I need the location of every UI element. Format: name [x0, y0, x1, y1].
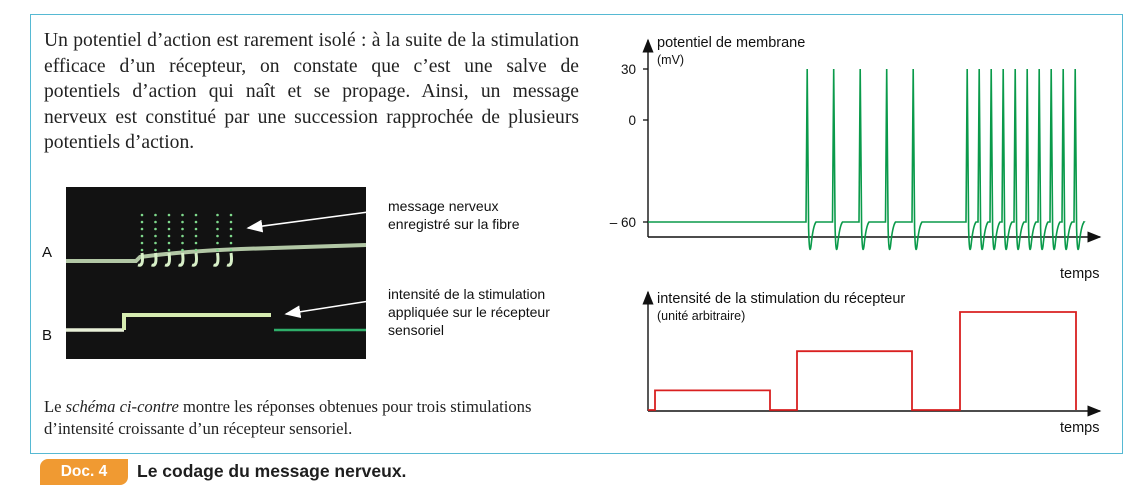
doc-title: Le codage du message nerveux.: [137, 461, 407, 481]
membrane-y-ticks: [610, 62, 648, 230]
trace-b-label: B: [42, 327, 53, 344]
membrane-x-label: temps: [1060, 266, 1100, 282]
outro-before: Le: [44, 397, 66, 416]
trace-a-label: A: [42, 244, 53, 261]
intro-paragraph: Un potentiel d’action est rarement isolé : à la suite de la stimulation efficace d’un récepteur, on constate que c’est une salve de potentiels d’action qui naît et se propage. Ainsi, un message nerveux est constitué par une succession rapprochée de plusieurs potentiels d’action.: [44, 30, 579, 154]
annotation-nerve-message-line2: enregistré sur la fibre: [388, 216, 520, 232]
membrane-tick-label-0: 30: [620, 62, 636, 77]
annotation-nerve-message-line1: message nerveux: [388, 198, 499, 214]
annotation-stimulus-line1: intensité de la stimulation: [388, 286, 546, 302]
outro-after: montre les réponses obtenues pour trois stimulations d’intensité croissante d’un récepteur sensoriel.: [44, 397, 532, 438]
membrane-tick-label-1: 0: [628, 113, 636, 128]
annotation-stimulus-line3: sensoriel: [388, 322, 445, 338]
membrane-potential-trace: [648, 69, 1084, 249]
membrane-y-label: potentiel de membrane: [657, 35, 806, 51]
stimulus-y-label: intensité de la stimulation du récepteur: [657, 291, 906, 307]
membrane-y-unit: (mV): [657, 53, 685, 67]
stimulus-intensity-trace: [648, 312, 1076, 410]
annotation-stimulus-line2: appliquée sur le récepteur: [388, 304, 550, 320]
stimulus-y-unit: (unité arbitraire): [657, 309, 746, 323]
stimulus-x-label: temps: [1060, 420, 1100, 436]
membrane-tick-label-2: – 60: [609, 215, 636, 230]
doc-number-badge: Doc. 4: [40, 459, 128, 485]
outro-emphasis: schéma ci-contre: [65, 397, 179, 416]
